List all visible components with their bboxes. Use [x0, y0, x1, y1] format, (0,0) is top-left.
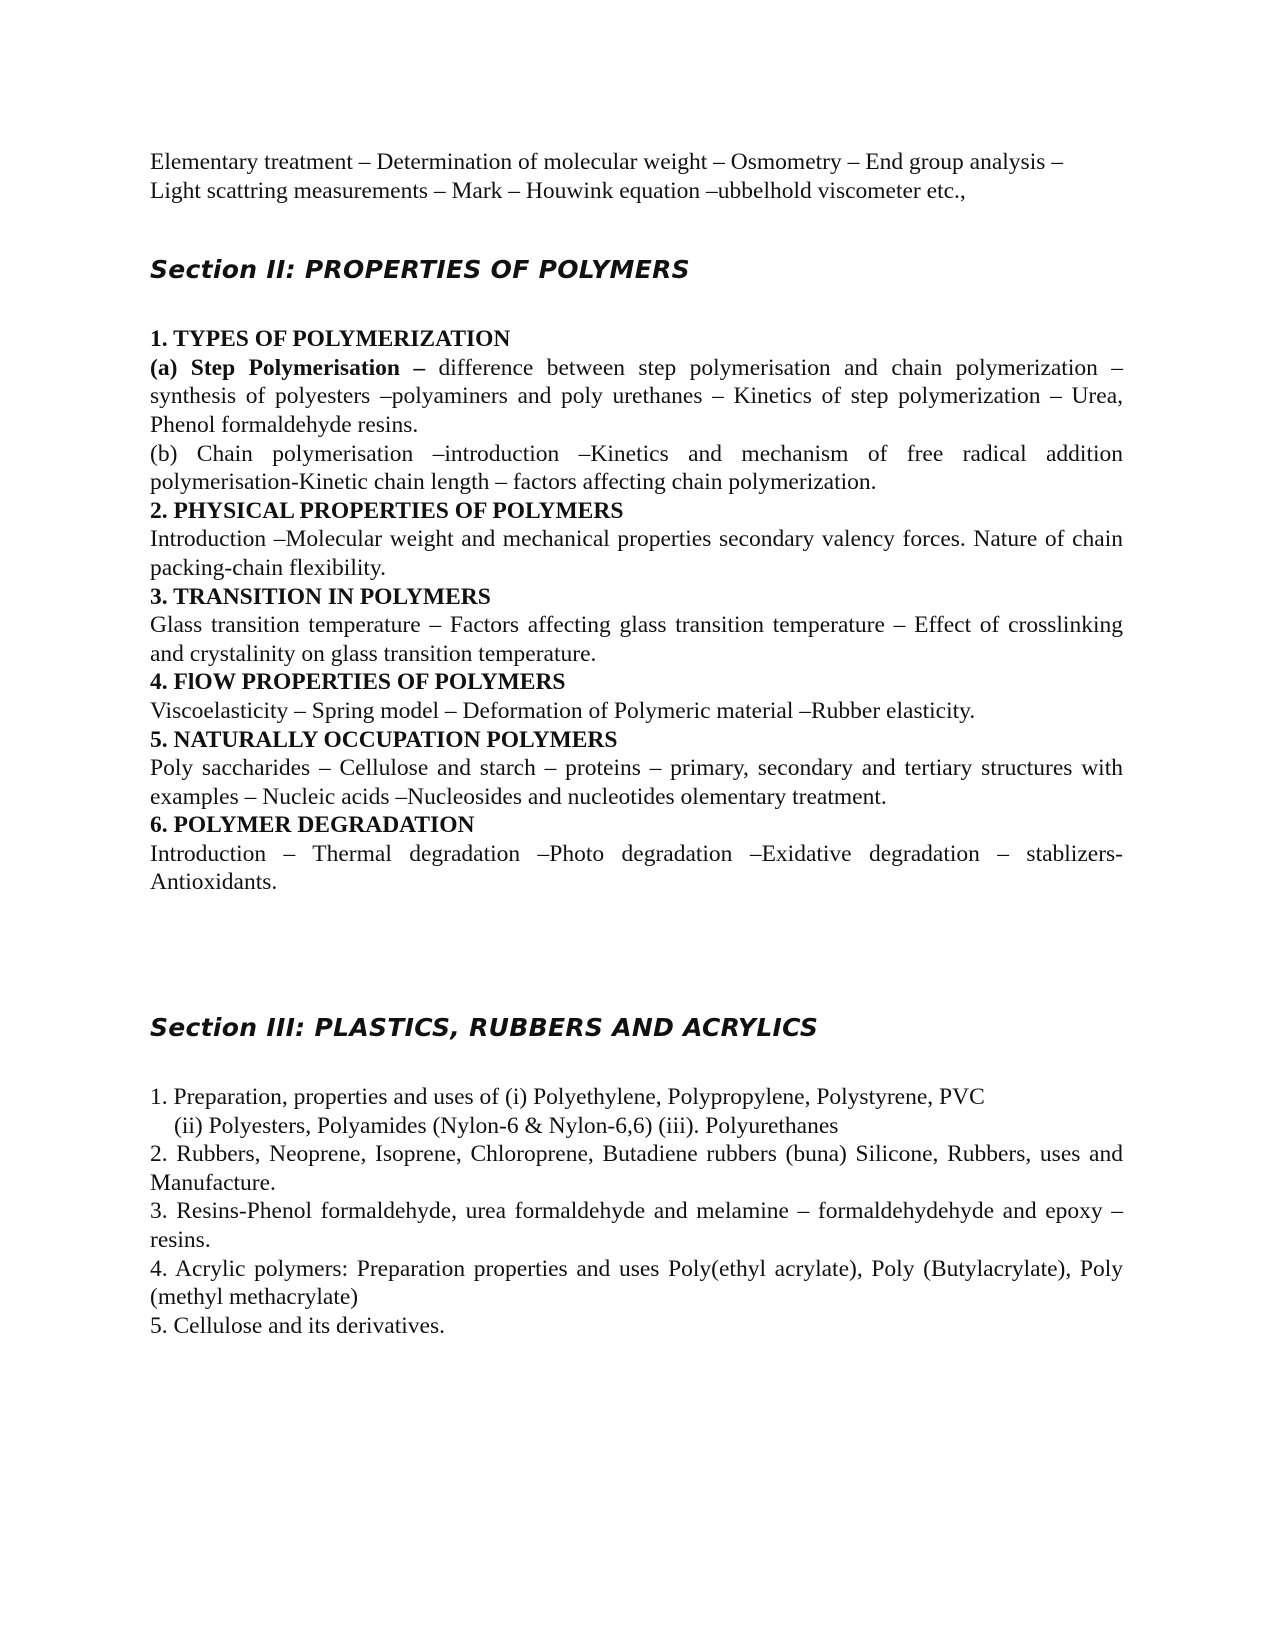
topic-1-sub-b: (b) Chain polymerisation –introduction –Kinetics and mechanism of free radical addition polymerisation-Kinetic chain length – factors affecting chain polymerization. — [150, 440, 1123, 496]
section-3-title: Section III: PLASTICS, RUBBERS AND ACRYLICS — [150, 1013, 819, 1043]
topic-1-sub-a-label: (a) Step Polymerisation – — [150, 354, 426, 381]
topic-6-text: Introduction – Thermal degradation –Photo degradation –Exidative degradation – stablizers-Antioxidants. — [150, 840, 1123, 896]
topic-3-text: Glass transition temperature – Factors affecting glass transition temperature – Effect of crosslinking and crystalinity on glass transition temperature. — [150, 612, 1123, 667]
section-3-item-1-line-2: (ii) Polyesters, Polyamides (Nylon-6 & Nylon-6,6) (iii). Polyurethanes — [174, 1112, 839, 1139]
topic-1-sub-a — [150, 354, 1123, 440]
topic-5-heading: 5. NATURALLY OCCUPATION POLYMERS — [150, 726, 618, 753]
topic-2-text: Introduction –Molecular weight and mechanical properties secondary valency forces. Nature of chain packing-chain flexibility. — [150, 526, 1123, 581]
section-3-item-1-line-1: 1. Preparation, properties and uses of (i) Polyethylene, Polypropylene, Polystyrene, PVC — [150, 1084, 985, 1111]
topic-5-text: Poly saccharides – Cellulose and starch – proteins – primary, secondary and tertiary structures with examples – Nucleic acids –Nucleosides and nucleotides olementary treatment. — [150, 755, 1123, 810]
section-3-item-3: 3. Resins-Phenol formaldehyde, urea formaldehyde and melamine – formaldehydehyde and epoxy –resins. — [150, 1198, 1123, 1254]
topic-1-heading: 1. TYPES OF POLYMERIZATION — [150, 326, 511, 353]
topic-6-heading: 6. POLYMER DEGRADATION — [150, 812, 475, 839]
topic-2-heading: 2. PHYSICAL PROPERTIES OF POLYMERS — [150, 497, 624, 524]
intro-line-2: Light scattring measurements – Mark – Houwink equation –ubbelhold viscometer etc., — [150, 177, 966, 204]
section-3-item-2: 2. Rubbers, Neoprene, Isoprene, Chloroprene, Butadiene rubbers (buna) Silicone, Rubbers, uses and Manufacture. — [150, 1141, 1123, 1196]
section-2-title: Section II: PROPERTIES OF POLYMERS — [150, 255, 690, 285]
section-3-item-4: 4. Acrylic polymers: Preparation properties and uses Poly(ethyl acrylate), Poly (Butylacrylate), Poly (methyl methacrylate) — [150, 1255, 1123, 1311]
document-page — [150, 148, 1123, 1340]
topic-4-heading: 4. FlOW PROPERTIES OF POLYMERS — [150, 669, 566, 696]
topic-3-heading: 3. TRANSITION IN POLYMERS — [150, 583, 491, 610]
topic-4-text: Viscoelasticity – Spring model – Deformation of Polymeric material –Rubber elasticity. — [150, 697, 976, 724]
section-3-item-5: 5. Cellulose and its derivatives. — [150, 1312, 446, 1339]
intro-line-1: Elementary treatment – Determination of molecular weight – Osmometry – End group analysis – — [150, 149, 1063, 175]
topic-1-sub-a-text: difference between step polymerisation and chain polymerization – synthesis of polyesters –polyaminers and poly urethanes – Kinetics of step polymerization – Urea, Phenol formaldehyde resins. — [150, 354, 1124, 438]
